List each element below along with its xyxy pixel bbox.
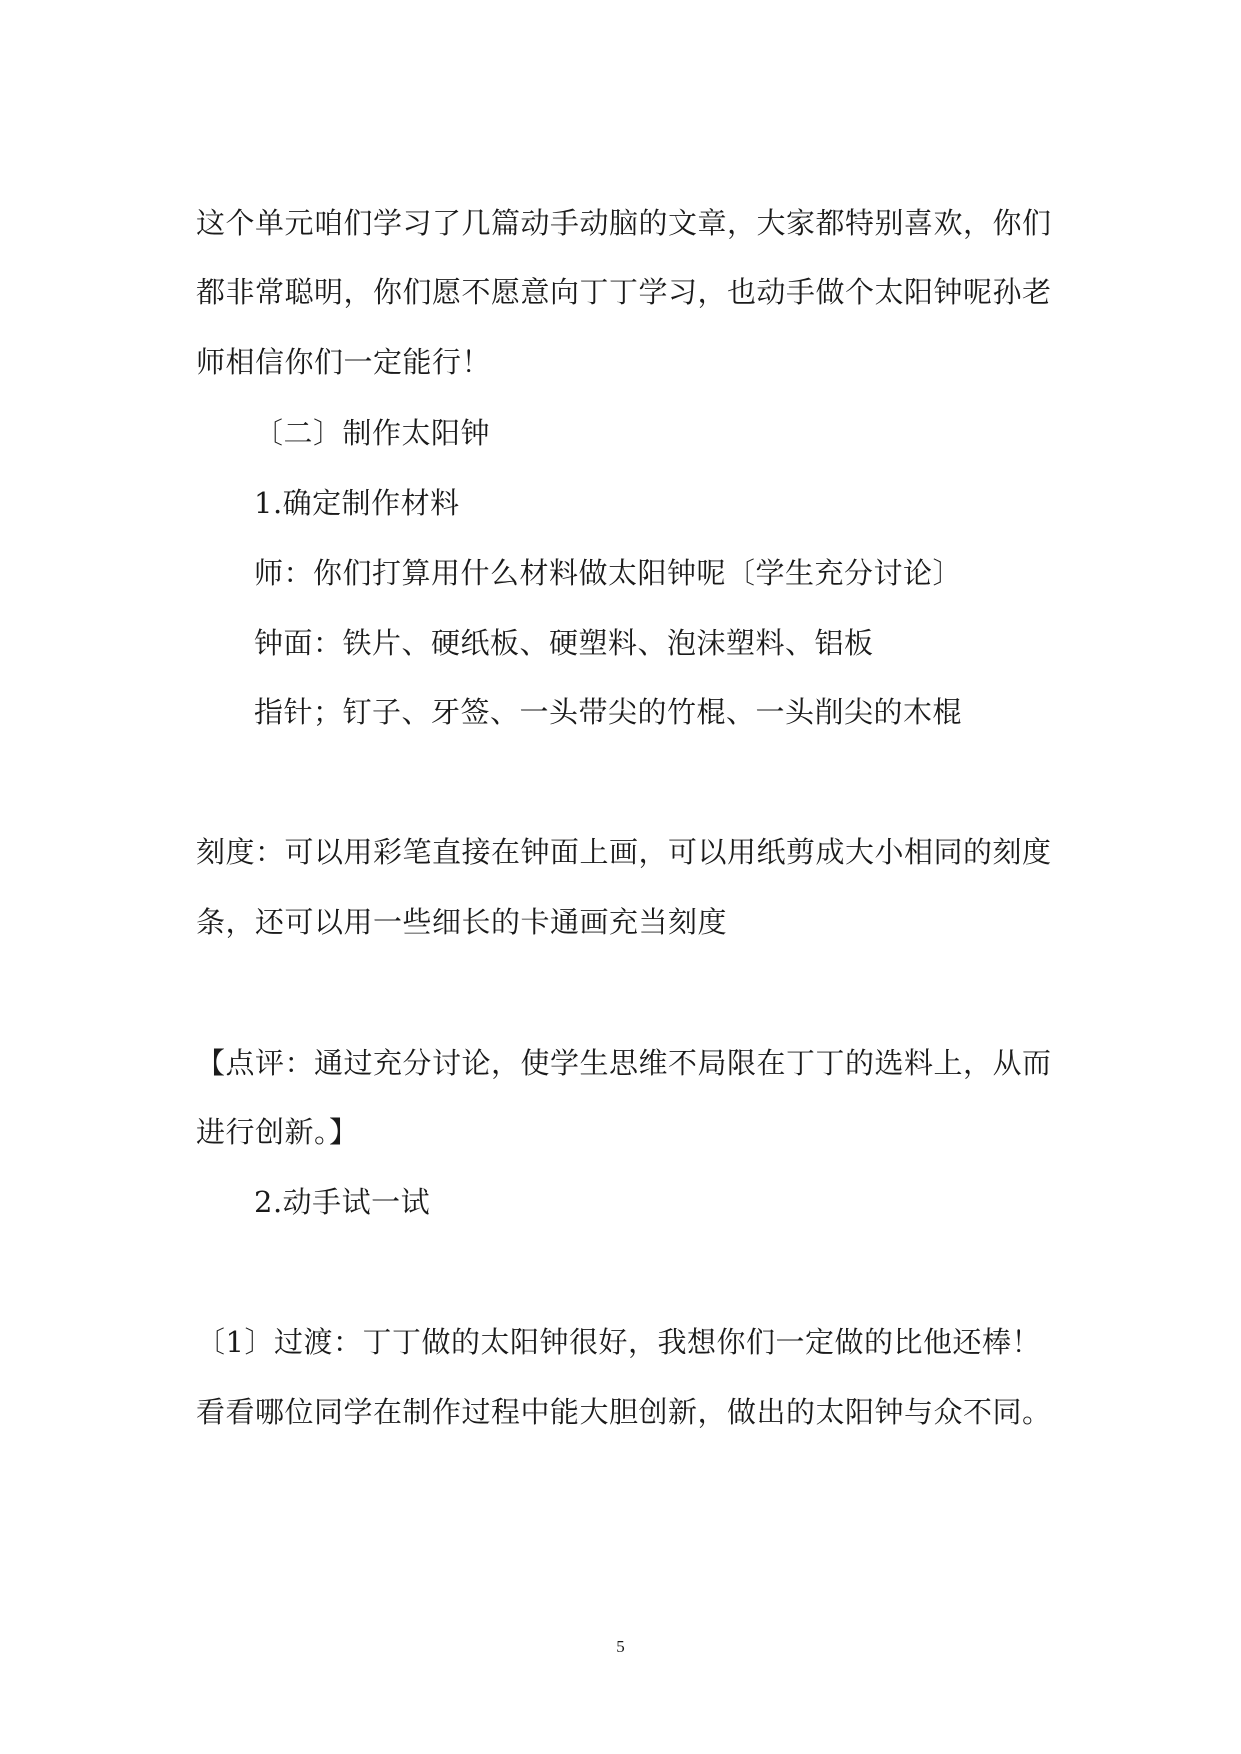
transition-line-2: 看看哪位同学在制作过程中能大胆创新，做出的太阳钟与众不同。 xyxy=(196,1395,1052,1429)
clock-face-materials: 钟面：铁片、硬纸板、硬塑料、泡沫塑料、铝板 xyxy=(254,626,874,660)
pointer-materials: 指针；钉子、牙签、一头带尖的竹棍、一头削尖的木棍 xyxy=(254,695,963,729)
scale-materials-line-2: 条，还可以用一些细长的卡通画充当刻度 xyxy=(196,905,728,939)
step-heading-try-it: 2.动手试一试 xyxy=(254,1185,431,1219)
paragraph-intro-line-2: 都非常聪明，你们愿不愿意向丁丁学习，也动手做个太阳钟呢孙老 xyxy=(196,275,1052,309)
paragraph-intro-line-3: 师相信你们一定能行！ xyxy=(196,345,492,379)
comment-line-1: 【点评：通过充分讨论，使学生思维不局限在丁丁的选料上，从而 xyxy=(196,1046,1052,1080)
transition-line-1: 〔1〕过渡：丁丁做的太阳钟很好，我想你们一定做的比他还棒！ xyxy=(196,1325,1041,1359)
scale-materials-line-1: 刻度：可以用彩笔直接在钟面上画，可以用纸剪成大小相同的刻度 xyxy=(196,835,1052,869)
comment-line-2: 进行创新。】 xyxy=(196,1115,359,1149)
step-heading-materials: 1.确定制作材料 xyxy=(254,486,460,520)
teacher-question: 师：你们打算用什么材料做太阳钟呢〔学生充分讨论〕 xyxy=(254,556,963,590)
paragraph-intro-line-1: 这个单元咱们学习了几篇动手动脑的文章，大家都特别喜欢，你们 xyxy=(196,206,1052,240)
page-number: 5 xyxy=(616,1637,625,1656)
section-heading-make-sundial: 〔二〕制作太阳钟 xyxy=(254,416,491,450)
